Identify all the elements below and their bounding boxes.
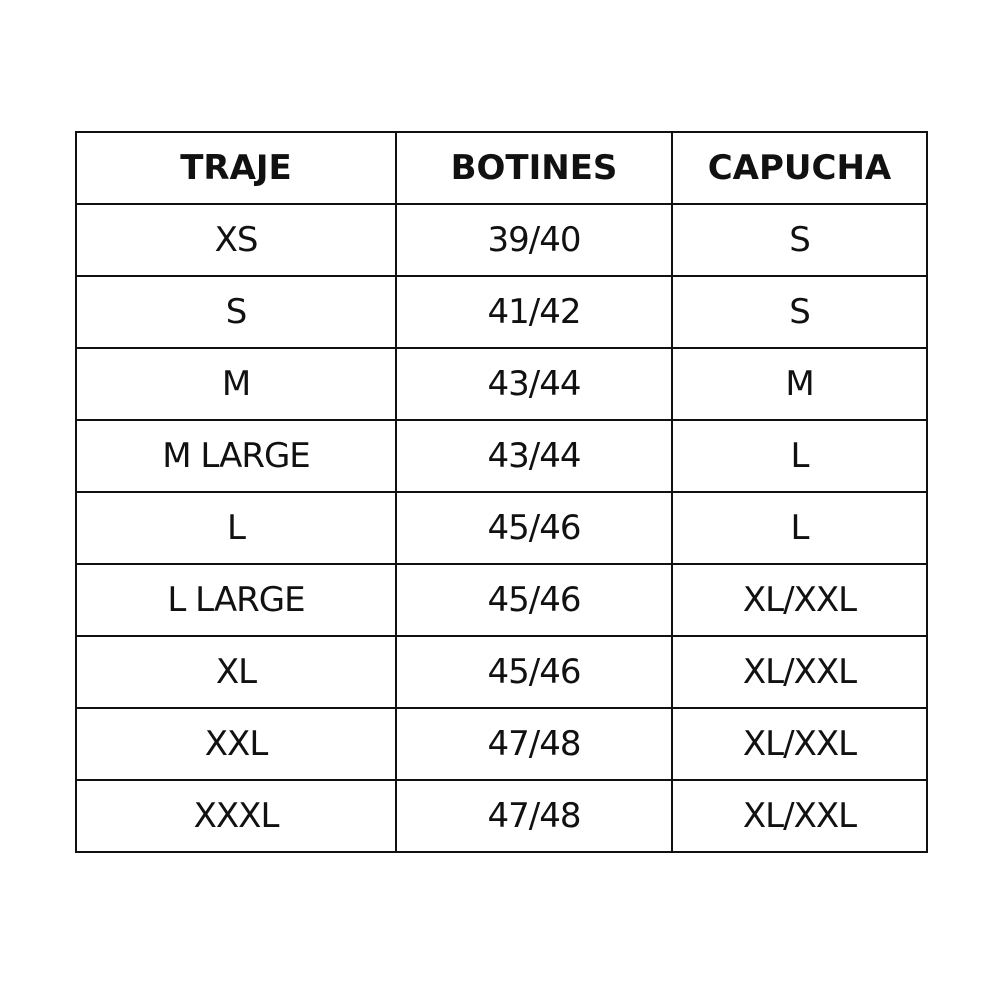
cell-traje: XL <box>76 636 396 708</box>
cell-capucha: XL/XXL <box>672 708 927 780</box>
header-row <box>76 132 927 204</box>
table-row <box>76 564 927 636</box>
table-row <box>76 348 927 420</box>
cell-capucha: L <box>672 492 927 564</box>
cell-capucha: L <box>672 420 927 492</box>
cell-capucha: S <box>672 276 927 348</box>
cell-botines: 45/46 <box>396 636 672 708</box>
table-row <box>76 276 927 348</box>
table-row <box>76 204 927 276</box>
cell-botines: 43/44 <box>396 348 672 420</box>
cell-capucha: M <box>672 348 927 420</box>
size-chart-table <box>75 131 928 853</box>
cell-traje: L LARGE <box>76 564 396 636</box>
table-row <box>76 420 927 492</box>
cell-traje: S <box>76 276 396 348</box>
header-traje: TRAJE <box>76 132 396 204</box>
cell-traje: L <box>76 492 396 564</box>
cell-botines: 39/40 <box>396 204 672 276</box>
table-row <box>76 780 927 852</box>
cell-capucha: XL/XXL <box>672 780 927 852</box>
cell-capucha: XL/XXL <box>672 636 927 708</box>
table-row <box>76 636 927 708</box>
cell-botines: 47/48 <box>396 780 672 852</box>
cell-capucha: XL/XXL <box>672 564 927 636</box>
cell-botines: 45/46 <box>396 564 672 636</box>
table-row <box>76 708 927 780</box>
cell-traje: XS <box>76 204 396 276</box>
cell-botines: 43/44 <box>396 420 672 492</box>
cell-traje: M <box>76 348 396 420</box>
table-header <box>76 132 927 204</box>
table-row <box>76 492 927 564</box>
table-body <box>76 204 927 852</box>
header-capucha: CAPUCHA <box>672 132 927 204</box>
cell-traje: M LARGE <box>76 420 396 492</box>
cell-botines: 45/46 <box>396 492 672 564</box>
cell-botines: 41/42 <box>396 276 672 348</box>
cell-traje: XXL <box>76 708 396 780</box>
header-botines: BOTINES <box>396 132 672 204</box>
cell-capucha: S <box>672 204 927 276</box>
cell-traje: XXXL <box>76 780 396 852</box>
cell-botines: 47/48 <box>396 708 672 780</box>
